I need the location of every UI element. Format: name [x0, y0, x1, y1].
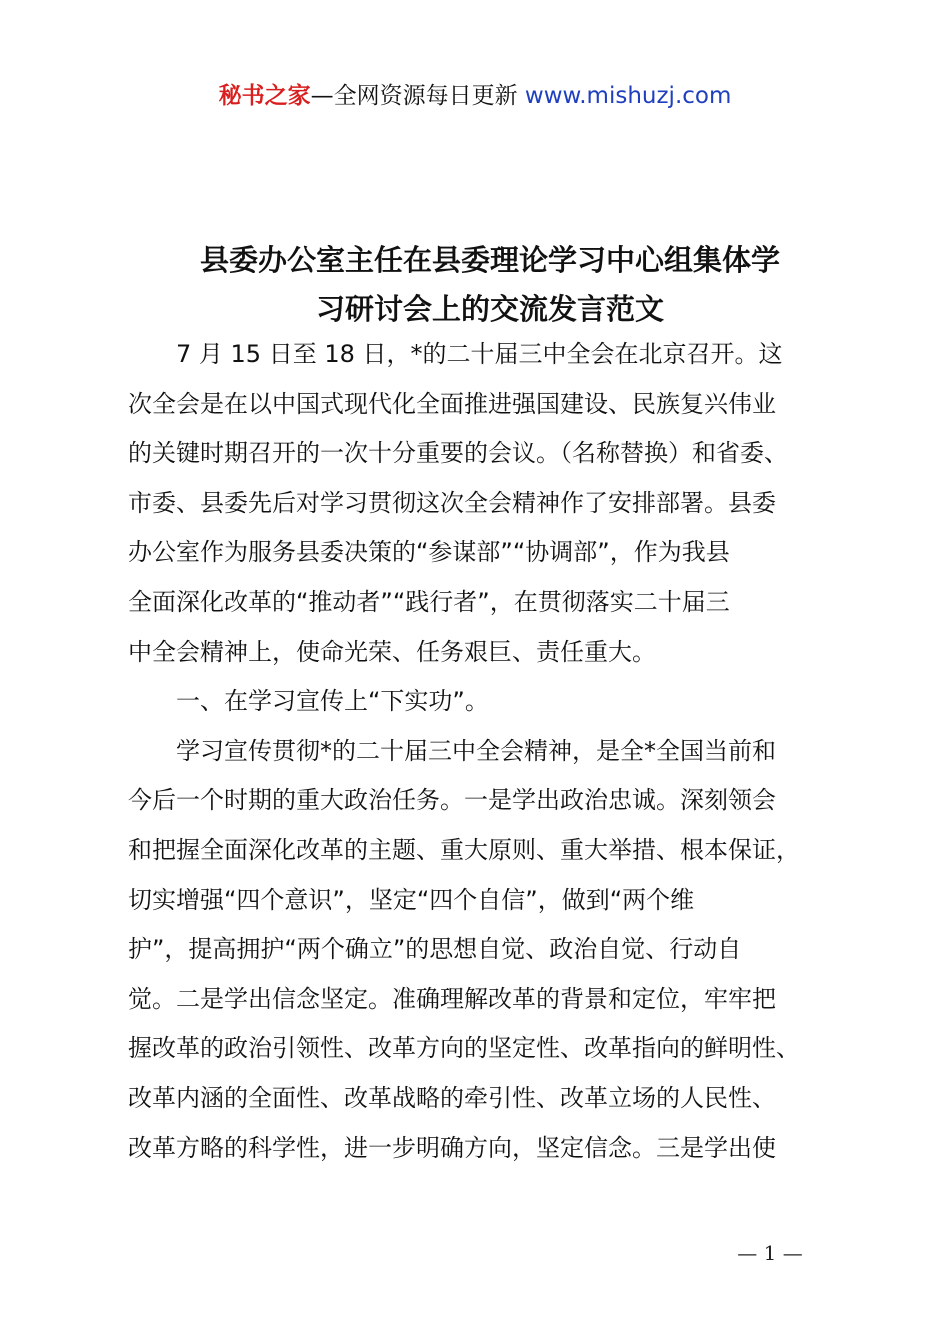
body-line: 办公室作为服务县委决策的“参谋部”“协调部”，作为我县	[128, 538, 730, 567]
body-line: 次全会是在以中国式现代化全面推进强国建设、民族复兴伟业	[128, 389, 776, 418]
body-line: 觉。二是学出信念坚定。准确理解改革的背景和定位，牢牢把	[128, 984, 776, 1013]
title-line-2: 习研讨会上的交流发言范文	[315, 292, 664, 326]
body-line: 的关键时期召开的一次十分重要的会议。（名称替换）和省委、	[128, 439, 788, 468]
site-header	[0, 80, 950, 112]
body-line: 7 月 15 日至 18 日，*的二十届三中全会在北京召开。这	[176, 340, 783, 368]
body-line: 全面深化改革的“推动者”“践行者”，在贯彻落实二十届三	[128, 587, 730, 616]
title-line-1: 县委办公室主任在县委理论学习中心组集体学	[199, 243, 780, 277]
site-tagline: —全网资源每日更新	[310, 83, 518, 109]
body-line: 握改革的政治引领性、改革方向的坚定性、改革指向的鲜明性、	[128, 1034, 800, 1063]
body-line: 学习宣传贯彻*的二十届三中全会精神，是全*全国当前和	[176, 736, 776, 765]
body-line: 今后一个时期的重大政治任务。一是学出政治忠诚。深刻领会	[128, 786, 776, 815]
site-brand: 秘书之家	[218, 83, 311, 109]
body-line: 和把握全面深化改革的主题、重大原则、重大举措、根本保证，	[128, 835, 800, 864]
body-line: 中全会精神上，使命光荣、任务艰巨、责任重大。	[128, 637, 656, 666]
body-line: 改革内涵的全面性、改革战略的牵引性、改革立场的人民性、	[128, 1083, 776, 1112]
body-line: 市委、县委先后对学习贯彻这次全会精神作了安排部署。县委	[128, 488, 776, 517]
body-line: 改革方略的科学性，进一步明确方向，坚定信念。三是学出使	[128, 1133, 776, 1162]
site-url-link[interactable]: www.mishuzj.com	[524, 83, 732, 109]
document-body	[128, 330, 828, 1173]
page-number: — 1 —	[737, 1241, 803, 1265]
section-heading: 一、在学习宣传上“下实功”。	[176, 687, 489, 716]
body-line: 护”，提高拥护“两个确立”的思想自觉、政治自觉、行动自	[128, 935, 742, 964]
document-title	[128, 236, 828, 334]
body-line: 切实增强“四个意识”，坚定“四个自信”，做到“两个维	[128, 885, 695, 914]
